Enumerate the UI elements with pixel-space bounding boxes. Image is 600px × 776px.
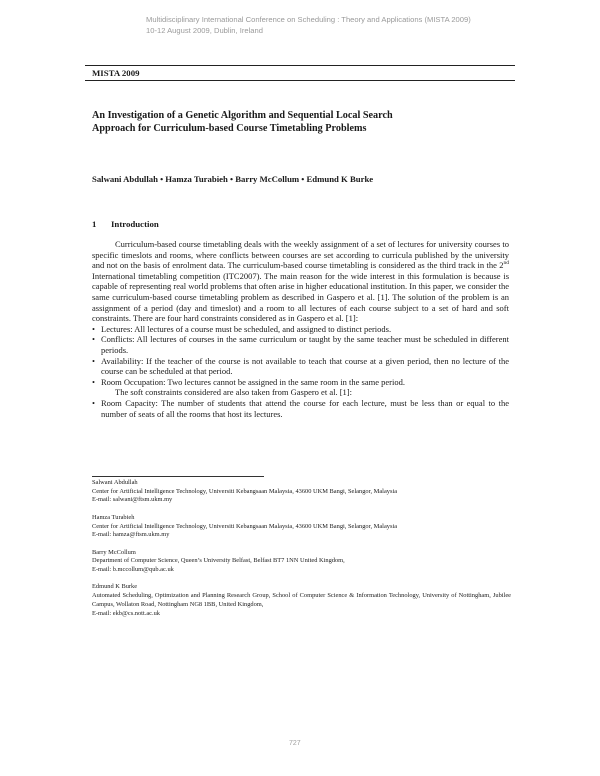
- footnote-author-1: [92, 479, 511, 505]
- conference-name: Multidisciplinary International Conference on Scheduling : Theory and Applications (MISTA 2009): [146, 15, 471, 24]
- hard-constraints-list: [92, 324, 509, 388]
- list-item: • Conflicts: All lectures of courses in the same curriculum or taught by the same teacher must be scheduled in different periods.: [92, 334, 509, 355]
- list-item: • Room Occupation: Two lectures cannot be assigned in the same room in the same period.: [92, 376, 405, 387]
- footnote-name: Salwani Abdullah: [92, 479, 138, 486]
- header-rule-bottom: [85, 80, 515, 81]
- footnote-affiliation: Department of Computer Science, Queen’s University Belfast, Belfast BT7 1NN United Kingdom,: [92, 557, 345, 565]
- footnote-author-4: [92, 583, 511, 618]
- page-number: 727: [289, 740, 301, 747]
- footnote-author-3: [92, 549, 511, 575]
- footnote-email: E-mail: salwani@ftsm.ukm.my: [92, 496, 173, 504]
- paper-title-line-2: Approach for Curriculum-based Course Timetabling Problems: [92, 123, 367, 134]
- author-list: Salwani Abdullah • Hamza Turabieh • Barry McCollum • Edmund K Burke: [92, 174, 374, 184]
- footnote-email: E-mail: b.mccollum@qub.ac.uk: [92, 566, 174, 573]
- bullet-icon: •: [92, 334, 95, 345]
- author-footnotes: [92, 479, 511, 627]
- venue-label: MISTA 2009: [92, 68, 140, 78]
- footnote-affiliation: Center for Artificial Intelligence Technology, Universiti Kebangsaan Malaysia, 43600 UKM Bangi, Selangor, Malaysia: [92, 487, 398, 495]
- footnote-email: E-mail: hamza@ftsm.ukm.my: [92, 531, 170, 539]
- bullet-icon: •: [92, 355, 95, 366]
- list-item: • Room Capacity: The number of students that attend the course for each lecture, must be less than or equal to the number of seats of all the rooms that host its lectures.: [92, 397, 509, 419]
- section-body: [92, 239, 509, 419]
- bullet-icon: •: [92, 323, 95, 334]
- section-number: 1: [92, 219, 97, 229]
- bullet-icon: •: [92, 397, 95, 408]
- footnote-affiliation: Automated Scheduling, Optimization and Planning Research Group, School of Computer Science & Information Technology, University of Nottingham, Jubilee Campus, Wollaton Road, Nottingham NG8 1BB, United Kingdom,: [92, 592, 511, 608]
- section-title: Introduction: [111, 219, 159, 229]
- soft-constraints-intro: The soft constraints considered are also taken from Gaspero et al. [1]:: [115, 387, 352, 398]
- paper-title: [92, 109, 522, 135]
- header-rule-top: [85, 65, 515, 66]
- bullet-icon: •: [92, 376, 95, 387]
- conference-dates: 10-12 August 2009, Dublin, Ireland: [146, 25, 263, 35]
- footnote-author-2: [92, 514, 511, 540]
- intro-paragraph: Curriculum-based course timetabling deals with the weekly assignment of a set of lectures for university courses to specific timeslots and rooms, where conflicts between courses are set according to curricula published by the university and not on the basis of enrolment data. The curriculum-based course timetabling is considered as the third track in the 2nd International timetabling competition (ITC2007). The main reason for the wide interest in this formulation is because is capable of representing real world problems that often arise in higher educational institution. In this paper, we consider the same curriculum-based course timetabling problem as described in Gaspero et al. [1]. The solution of the problem is an assignment of a period (day and timeslot) and a room to all lectures of each course subject to a set of hard and soft constraints. There are four hard constraints considered as in Gaspero et al. [1]:: [92, 239, 509, 324]
- footnote-rule: [92, 476, 264, 477]
- footnote-email: E-mail: ekb@cs.nott.ac.uk: [92, 609, 160, 617]
- footnote-name: Barry McCollum: [92, 548, 136, 556]
- soft-constraints-list: [92, 398, 509, 419]
- footnote-name: Edmund K Burke: [92, 583, 138, 591]
- paper-title-line-1: An Investigation of a Genetic Algorithm and Sequential Local Search: [92, 110, 393, 121]
- conference-header: [146, 15, 566, 36]
- list-item: • Lectures: All lectures of a course must be scheduled, and assigned to distinct periods.: [92, 323, 392, 334]
- footnote-name: Hamza Turabieh: [92, 513, 135, 521]
- section-heading: [92, 219, 159, 230]
- footnote-affiliation: Center for Artificial Intelligence Technology, Universiti Kebangsaan Malaysia, 43600 UKM Bangi, Selangor, Malaysia: [92, 522, 398, 530]
- list-item: • Availability: If the teacher of the course is not available to teach that course at a given period, then no lecture of the course can be scheduled at that period.: [92, 355, 509, 377]
